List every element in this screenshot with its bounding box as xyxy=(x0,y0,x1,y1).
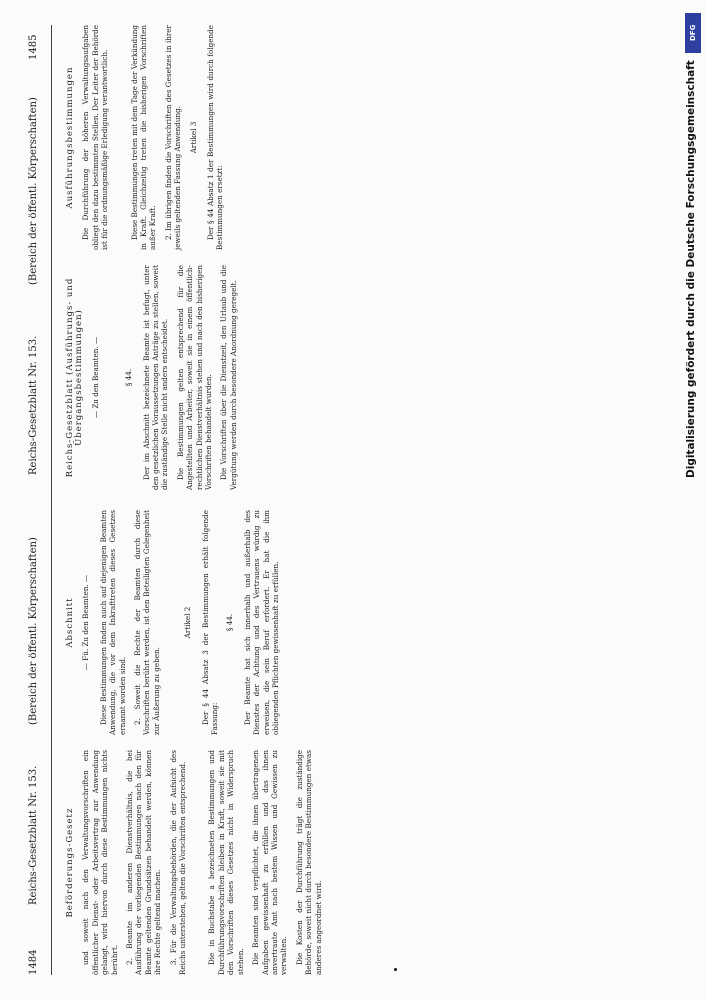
header-right-sub: (Bereich der öffentl. Körperschaften) xyxy=(28,97,39,285)
paragraph: 3. Für die Verwaltungsbehörden, die der Aufsicht des Reichs unterstehen, gelten die Vorschriften entsprechend. xyxy=(168,750,188,975)
section-heading: § 44. xyxy=(225,613,235,632)
running-header xyxy=(20,25,52,975)
paragraph: und soweit nach den Verwaltungsvorschriften ein öffentlicher Dienst- oder Arbeitsvertrag zur Anwendung gelangt, wird hiervon durch diese Bestimmungen nichts berührt. xyxy=(81,750,119,975)
text-column-c xyxy=(62,265,652,490)
paragraph: Diese Bestimmungen finden auch auf diejenigen Beamten Anwendung, die vor dem Inkrafttreten dieses Gesetzes ernannt worden sind. xyxy=(98,510,127,735)
section-heading: § 44. xyxy=(124,368,134,387)
paragraph: Diese Bestimmungen treten mit dem Tage der Verkündung in Kraft. Gleichzeitig treten die bisherigen Vorschriften außer Kraft. xyxy=(129,24,158,250)
paragraph: Die Durchführung der höheren Verwaltungsaufgaben obliegt den dazu bestimmten Stellen. Der Leiter der Behörde ist für die ordnungsmäßige Erledigung verantwortlich. xyxy=(81,25,110,250)
header-right-title: Reichs-Gesetzblatt Nr. 153. xyxy=(28,335,39,475)
article-heading: Artikel 3 xyxy=(188,121,198,154)
paragraph: Die in Buchstabe a bezeichneten Bestimmungen und Durchführungsvorschriften bleiben in Kraft, soweit sie mit den Vorschriften dieses Gesetzes nicht in Widerspruch stehen. xyxy=(207,750,245,975)
scan-speck xyxy=(394,968,397,971)
page-number-right: 1485 xyxy=(28,34,39,60)
column-d-title: Ausführungsbestimmungen xyxy=(65,66,75,209)
paragraph: Der § 44 Absatz 1 der Bestimmungen wird durch folgende Bestimmungen ersetzt: xyxy=(206,25,225,250)
paragraph: Die Beamten sind verpflichtet, die ihnen übertragenen Aufgaben gewissenhaft zu erfüllen und das ihnen anvertraute Amt nach bestem Wissen und Gewissen zu verwalten. xyxy=(251,750,289,975)
rotated-content xyxy=(20,25,660,975)
paragraph: Der § 44 Absatz 3 der Bestimmungen erhält folgende Fassung: xyxy=(200,510,220,735)
paragraph: Die Bestimmungen gelten entsprechend für die Angestellten und Arbeiter, soweit sie in einem öffentlich-rechtlichen Dienstverhältnis stehen und nach den bisherigen Vorschriften behandelt wurden. xyxy=(175,265,214,490)
text-column-b xyxy=(62,510,652,735)
article-heading: Artikel 2 xyxy=(183,606,193,639)
column-c-sub: — Zu den Beamten. — xyxy=(90,336,100,419)
paragraph: 2. Beamte im anderen Dienstverhältnis, die bei Ausführung der vorliegenden Bestimmungen nach den für Beamte geltenden Grundsätzen behandelt werden, können ihre Rechte geltend machen. xyxy=(125,750,163,975)
column-a-title: Beförderungs-Gesetz xyxy=(65,807,75,918)
paragraph: Die Vorschriften über die Dienstzeit, den Urlaub und die Vergütung werden durch besondere Anordnung geregelt. xyxy=(219,265,238,490)
dfg-sidebar xyxy=(683,5,703,995)
column-c-title: Reichs-Gesetzblatt (Ausführungs- und Übergangsbestimmungen) xyxy=(65,277,85,478)
dfg-logo-icon: DFG xyxy=(685,13,701,53)
column-b-section-sub: — Fü. Zu den Beamten. — xyxy=(81,574,91,671)
text-column-d xyxy=(62,25,652,250)
header-left-sub: (Bereich der öffentl. Körperschaften) xyxy=(28,537,39,725)
paragraph: 2. Soweit die Rechte der Beamten durch diese Vorschriften berührt werden, ist den Beteiligten Gelegenheit zur Äußerung zu geben. xyxy=(133,510,161,735)
paragraph: 2. Im übrigen finden die Vorschriften des Gesetzes in ihrer jeweils geltenden Fassung Anwendung. xyxy=(163,25,183,250)
paragraph: Der im Abschnitt bezeichnete Beamte ist befugt, unter den gesetzlichen Voraussetzungen Anträge zu stellen, soweit die zuständige Stelle nicht anders entscheidet. xyxy=(141,265,170,490)
header-left-title: Reichs-Gesetzblatt Nr. 153. xyxy=(28,765,39,905)
paragraph: Der Beamte hat sich innerhalb und außerhalb des Dienstes der Achtung und des Vertrauens würdig zu erweisen, die sein Beruf erfordert. Er hat die ihm obliegenden Pflichten gewissenhaft zu erfüllen. xyxy=(242,510,281,735)
digitization-notice: Digitalisierung gefördert durch die Deutsche Forschungsgemeinschaft xyxy=(685,60,697,478)
paragraph: Die Kosten der Durchführung trägt die zuständige Behörde, soweit nicht durch besondere Bestimmungen etwas anderes angeordnet wird. xyxy=(294,750,323,975)
text-column-a xyxy=(62,750,652,975)
column-b-section: Abschnitt xyxy=(65,597,75,648)
page-number-left: 1484 xyxy=(28,949,39,975)
